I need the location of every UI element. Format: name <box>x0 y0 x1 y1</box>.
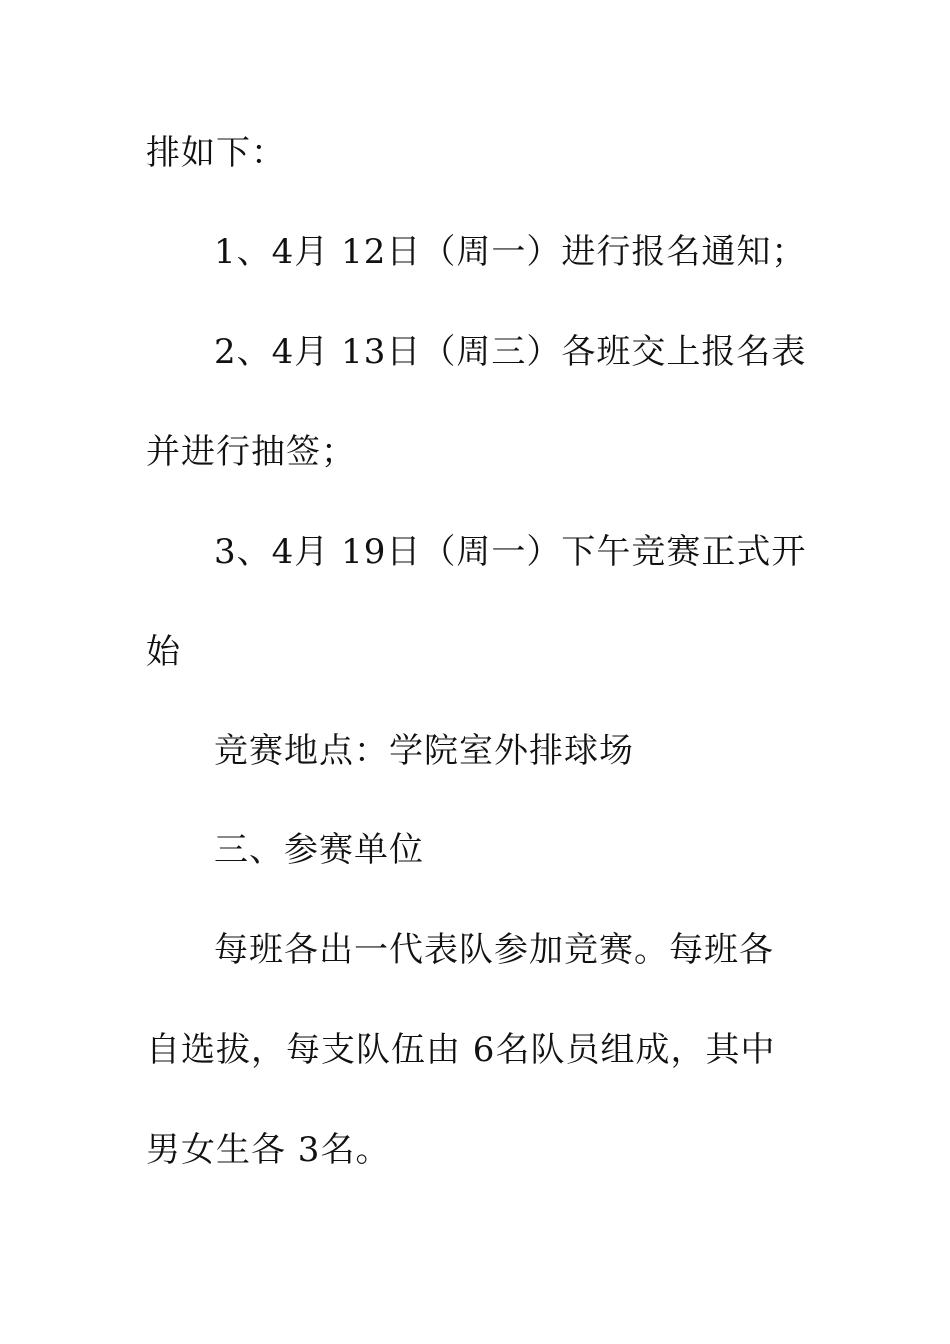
participants-line-1: 每班各出一代表队参加竞赛。每班各 <box>214 930 774 970</box>
schedule-item-3-continued: 始 <box>146 632 181 672</box>
participants-line-3: 男女生各 3名。 <box>146 1130 391 1170</box>
schedule-item-2-continued: 并进行抽签； <box>146 432 356 472</box>
paragraph-line: 排如下： <box>146 133 286 173</box>
schedule-item-2: 2、4月 13日（周三）各班交上报名表 <box>214 332 807 372</box>
venue-line: 竞赛地点：学院室外排球场 <box>214 731 634 771</box>
section-heading: 三、参赛单位 <box>214 830 424 870</box>
schedule-item-3: 3、4月 19日（周一）下午竞赛正式开 <box>214 532 807 572</box>
participants-line-2: 自选拔，每支队伍由 6名队员组成，其中 <box>146 1030 776 1070</box>
schedule-item-1: 1、4月 12日（周一）进行报名通知； <box>214 232 807 272</box>
